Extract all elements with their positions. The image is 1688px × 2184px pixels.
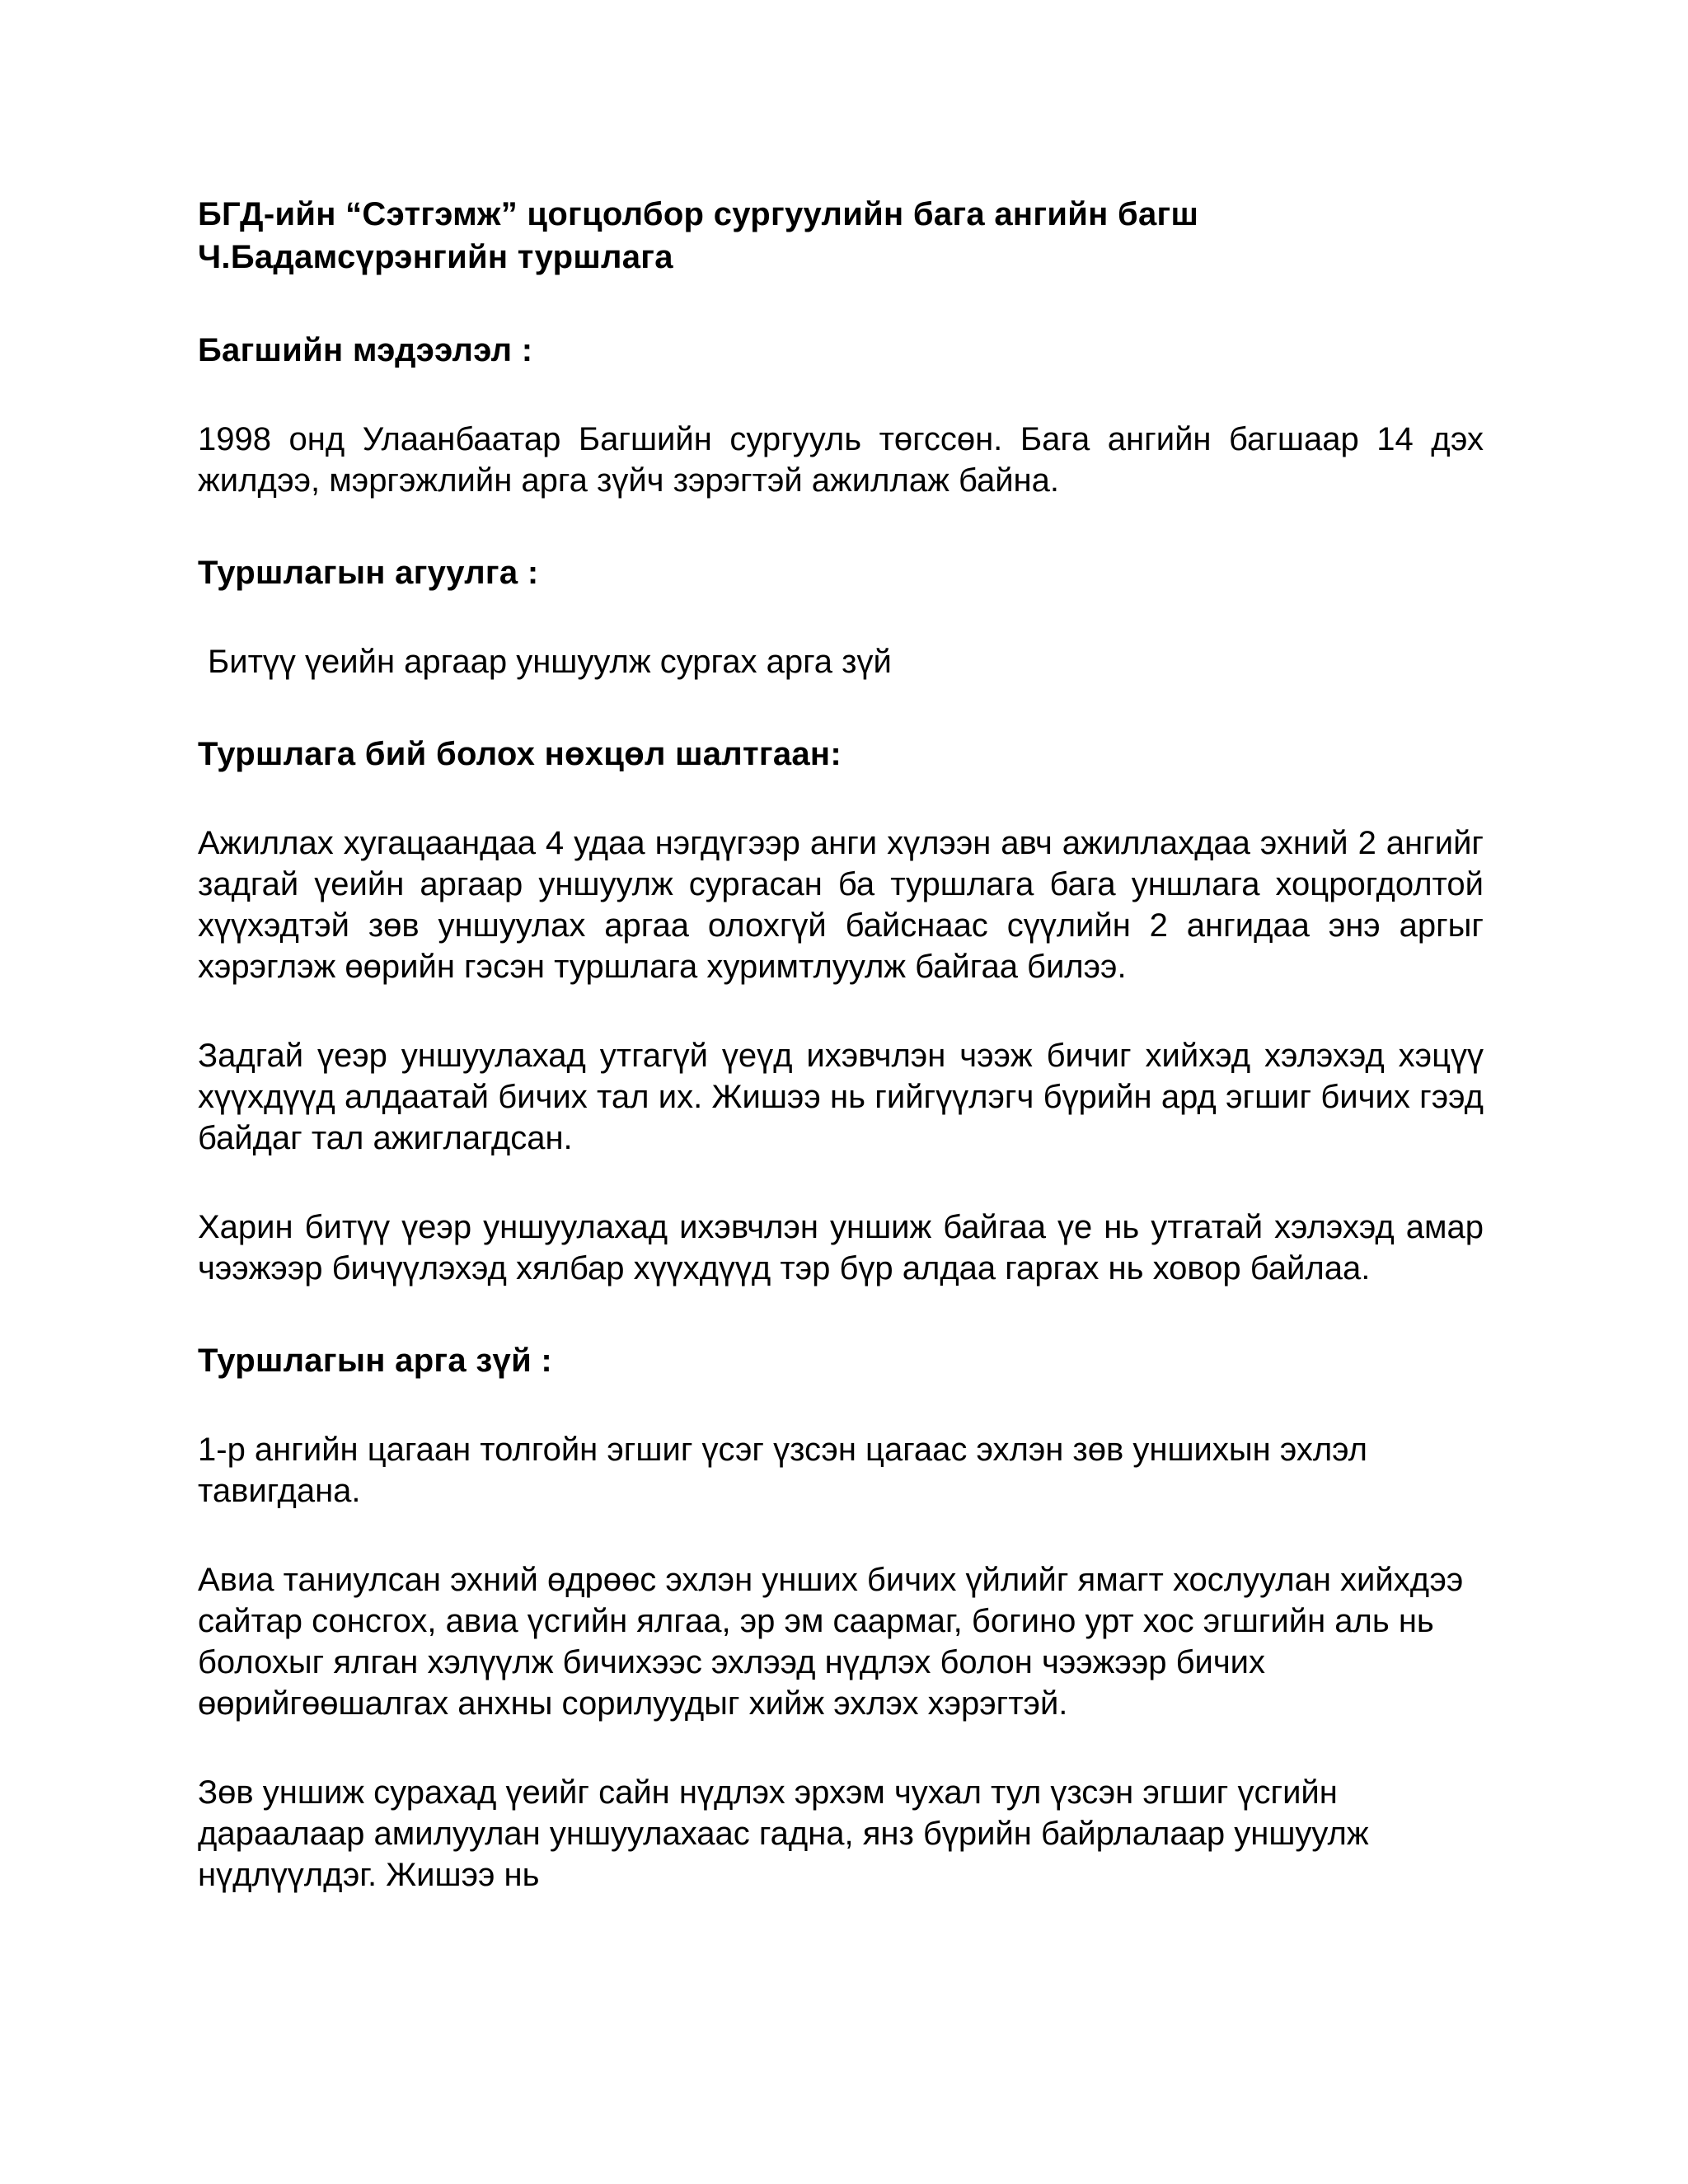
spacer — [198, 1724, 1484, 1772]
document-page — [198, 193, 1484, 1896]
spacer — [198, 279, 1484, 330]
spacer — [198, 593, 1484, 641]
spacer — [198, 371, 1484, 419]
section-heading-reason: Туршлага бий болох нөхцөл шалтгаан: — [198, 736, 842, 772]
document-title: БГД-ийн “Сэтгэмж” цогцолбор сургуулийн бага ангийн багш Ч.Бадамсүрэнгийн туршлага — [198, 196, 1199, 275]
method-paragraph-1: 1-р ангийн цагаан толгойн эгшиг үсэг үзсэн цагаас эхлэн зөв уншихын эхлэл тавигдана. — [198, 1432, 1368, 1509]
method-paragraph-3: Зөв уншиж сурахад үеийг сайн нүдлэх эрхэм чухал тул үзсэн эгшиг үсгийн дараалаар амилуулан уншуулахаас гадна, янз бүрийн байрлалаар уншуулж нүдлүүлдэг. Жишээ нь — [198, 1774, 1369, 1893]
spacer — [198, 1511, 1484, 1559]
spacer — [198, 1289, 1484, 1340]
teacher-info-paragraph: 1998 онд Улаанбаатар Багшийн сургууль төгссөн. Бага ангийн багшаар 14 дэх жилдээ, мэргэжлийн арга зүйч зэрэгтэй ажиллаж байна. — [198, 421, 1484, 499]
spacer — [198, 775, 1484, 823]
spacer — [198, 501, 1484, 552]
reason-paragraph-2: Задгай үеэр уншуулахад утгагүй үеүд ихэвчлэн чээж бичиг хийхэд хэлэхэд хэцүү хүүхдүүд алдаатай бичих тал их. Жишээ нь гийгүүлэгч бүрийн ард эгшиг бичих гээд байдаг тал ажиглагдсан. — [198, 1038, 1484, 1156]
section-heading-content: Туршлагын агуулга : — [198, 555, 539, 591]
reason-paragraph-1: Ажиллах хугацаандаа 4 удаа нэгдүгээр анги хүлээн авч ажиллахдаа эхний 2 ангийг задгай үеийн аргаар уншуулж сургасан ба туршлага бага уншлага хоцрогдолтой хүүхэдтэй зөв уншуулах аргаа олохгүй байснаас сүүлийн 2 ангидаа энэ аргыг хэрэглэж өөрийн гэсэн туршлага хуримтлуулж байгаа билээ. — [198, 825, 1484, 985]
method-paragraph-2: Авиа таниулсан эхний өдрөөс эхлэн унших бичих үйлийг ямагт хослуулан хийхдээ сайтар сонсгох, авиа үсгийн ялгаа, эр эм саармаг, богино урт хос эгшгийн аль нь болохыг ялган хэлүүлж бичихээс эхлээд нүдлэх болон чээжээр бичих өөрийгөөшалгах анхны сорилуудыг хийж эхлэх хэрэгтэй. — [198, 1562, 1464, 1722]
reason-paragraph-3: Харин битүү үеэр уншуулахад ихэвчлэн уншиж байгаа үе нь утгатай хэлэхэд амар чээжээр бичүүлэхэд хялбар хүүхдүүд тэр бүр алдаа гаргах нь ховор байлаа. — [198, 1209, 1484, 1286]
spacer — [198, 1381, 1484, 1429]
spacer — [198, 682, 1484, 733]
content-paragraph: Битүү үеийн аргаар уншуулж сургах арга зүй — [208, 644, 892, 680]
spacer — [198, 1159, 1484, 1207]
spacer — [198, 987, 1484, 1035]
section-heading-method: Туршлагын арга зүй : — [198, 1343, 553, 1379]
section-heading-teacher-info: Багшийн мэдээлэл : — [198, 332, 533, 368]
